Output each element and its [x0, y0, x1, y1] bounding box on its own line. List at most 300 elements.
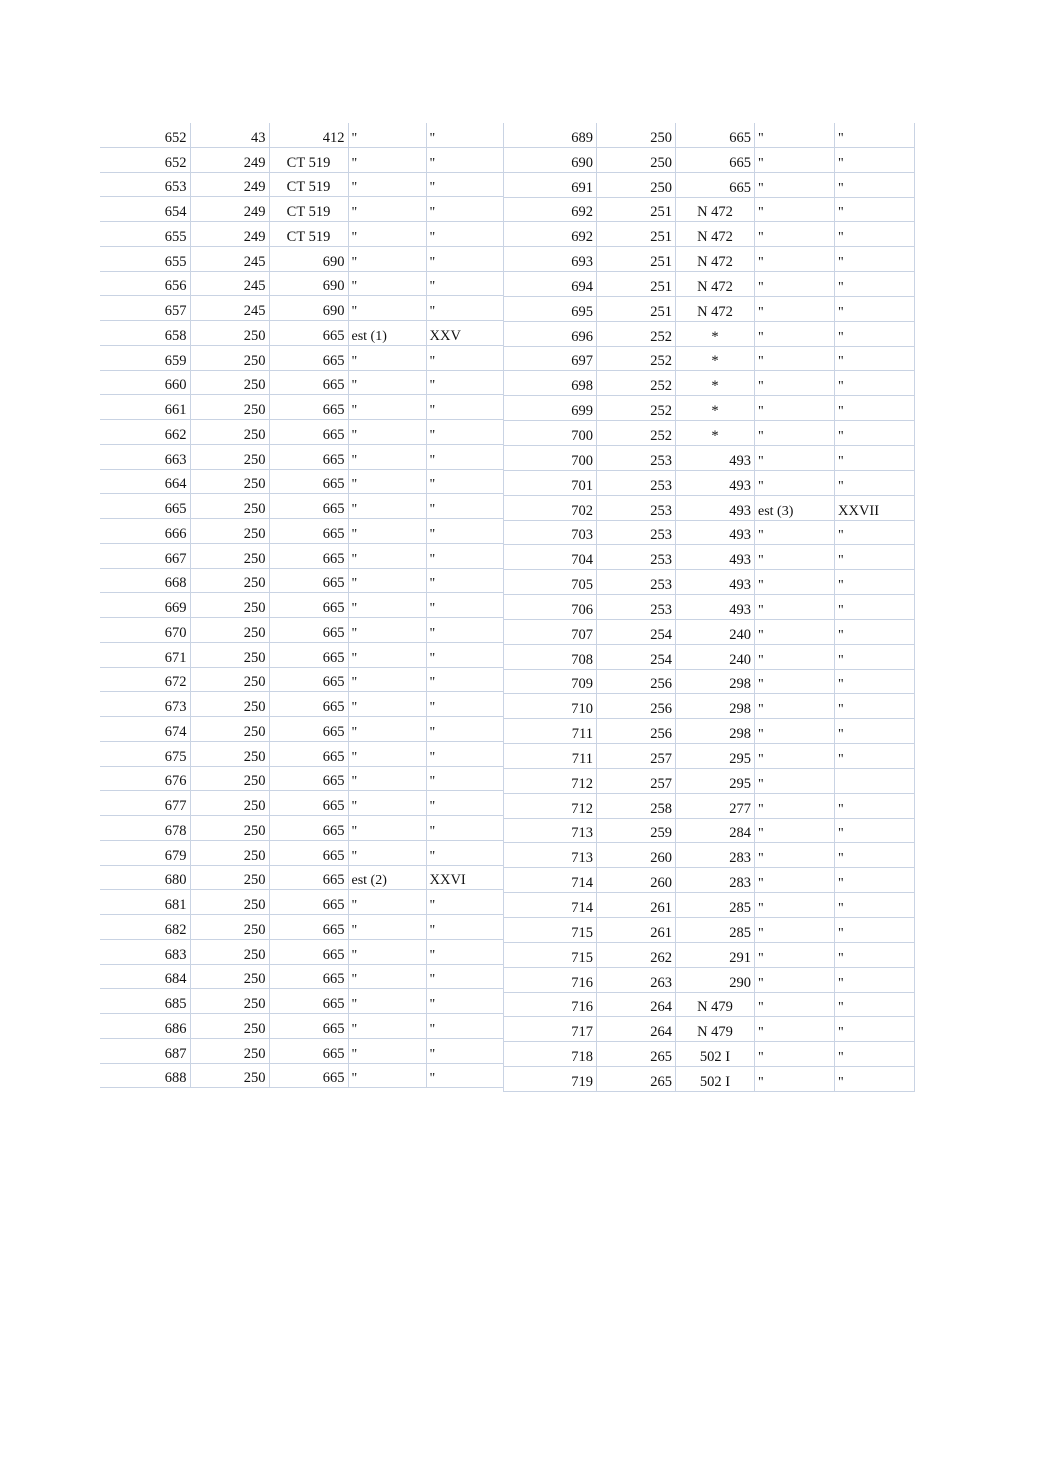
volume-cell: XXV — [426, 321, 503, 346]
note-cell: " — [755, 843, 835, 868]
reference-cell: 665 — [269, 840, 348, 865]
reference-cell: N 472 — [676, 272, 755, 297]
note-cell: " — [348, 147, 426, 172]
reference-cell: * — [676, 321, 755, 346]
note-cell: " — [755, 147, 835, 172]
volume-cell: " — [835, 719, 915, 744]
volume-cell: " — [426, 593, 503, 618]
note-cell: " — [348, 642, 426, 667]
volume-cell: XXVI — [426, 865, 503, 890]
table-row — [100, 543, 503, 568]
note-cell: " — [348, 593, 426, 618]
item-number-cell: 712 — [504, 768, 597, 793]
page-number-cell: 260 — [597, 843, 676, 868]
table-row — [504, 942, 915, 967]
note-cell: " — [755, 421, 835, 446]
reference-cell: N 472 — [676, 197, 755, 222]
item-number-cell: 657 — [100, 296, 190, 321]
volume-cell: " — [835, 445, 915, 470]
table-row — [504, 396, 915, 421]
reference-cell: 493 — [676, 520, 755, 545]
volume-cell: " — [426, 890, 503, 915]
table-row — [504, 893, 915, 918]
reference-cell: 665 — [269, 543, 348, 568]
volume-cell: " — [426, 197, 503, 222]
volume-cell: XXVII — [835, 495, 915, 520]
page-number-cell: 262 — [597, 942, 676, 967]
reference-cell: * — [676, 371, 755, 396]
page-number-cell: 250 — [190, 444, 269, 469]
reference-cell: 493 — [676, 445, 755, 470]
note-cell: " — [348, 444, 426, 469]
reference-cell: 493 — [676, 570, 755, 595]
page-number-cell: 252 — [597, 396, 676, 421]
item-number-cell: 692 — [504, 197, 597, 222]
table-row — [504, 992, 915, 1017]
page-number-cell: 257 — [597, 768, 676, 793]
reference-cell: 665 — [269, 667, 348, 692]
page-number-cell: 250 — [190, 791, 269, 816]
volume-cell: " — [426, 989, 503, 1014]
volume-cell: " — [835, 619, 915, 644]
page-number-cell: 250 — [190, 321, 269, 346]
reference-cell: 502 I — [676, 1067, 755, 1092]
item-number-cell: 687 — [100, 1038, 190, 1063]
volume-cell: " — [835, 918, 915, 943]
note-cell: " — [755, 346, 835, 371]
page-number-cell: 253 — [597, 470, 676, 495]
table-row — [504, 272, 915, 297]
page-number-cell: 251 — [597, 272, 676, 297]
volume-cell: " — [426, 246, 503, 271]
page-number-cell: 250 — [190, 642, 269, 667]
note-cell: " — [755, 296, 835, 321]
reference-cell: 665 — [269, 1014, 348, 1039]
page-number-cell: 251 — [597, 222, 676, 247]
page-number-cell: 250 — [190, 939, 269, 964]
table-row — [504, 545, 915, 570]
item-number-cell: 712 — [504, 793, 597, 818]
reference-cell: 665 — [269, 717, 348, 742]
page-number-cell: 250 — [190, 865, 269, 890]
page-number-cell: 250 — [597, 172, 676, 197]
note-cell: " — [755, 669, 835, 694]
item-number-cell: 656 — [100, 271, 190, 296]
note-cell: " — [348, 840, 426, 865]
note-cell: " — [348, 915, 426, 940]
page-number-cell: 250 — [190, 915, 269, 940]
page-number-cell: 258 — [597, 793, 676, 818]
page-number-cell: 250 — [190, 840, 269, 865]
table-row — [100, 246, 503, 271]
item-number-cell: 697 — [504, 346, 597, 371]
volume-cell: " — [835, 967, 915, 992]
volume-cell: " — [426, 370, 503, 395]
reference-cell: 665 — [269, 321, 348, 346]
page-number-cell: 253 — [597, 595, 676, 620]
reference-cell: 665 — [269, 766, 348, 791]
table-row — [100, 791, 503, 816]
note-cell: " — [348, 1014, 426, 1039]
reference-cell: 277 — [676, 793, 755, 818]
reference-cell: 665 — [269, 519, 348, 544]
reference-cell: N 479 — [676, 992, 755, 1017]
note-cell: " — [348, 519, 426, 544]
note-cell: " — [755, 942, 835, 967]
page-number-cell: 261 — [597, 893, 676, 918]
page-number-cell: 253 — [597, 495, 676, 520]
table-row — [504, 445, 915, 470]
volume-cell: " — [835, 570, 915, 595]
volume-cell: " — [835, 843, 915, 868]
table-row — [504, 123, 915, 147]
page-number-cell: 250 — [190, 1063, 269, 1088]
note-cell: " — [755, 247, 835, 272]
note-cell: " — [755, 595, 835, 620]
reference-cell: 665 — [269, 593, 348, 618]
page-number-cell: 256 — [597, 719, 676, 744]
item-number-cell: 662 — [100, 420, 190, 445]
item-number-cell: 696 — [504, 321, 597, 346]
volume-cell: " — [835, 893, 915, 918]
item-number-cell: 714 — [504, 868, 597, 893]
page-number-cell: 257 — [597, 744, 676, 769]
table-row — [504, 595, 915, 620]
item-number-cell: 708 — [504, 644, 597, 669]
item-number-cell: 676 — [100, 766, 190, 791]
reference-cell: CT 519 — [269, 222, 348, 247]
table-row — [100, 667, 503, 692]
page-number-cell: 252 — [597, 371, 676, 396]
item-number-cell: 675 — [100, 741, 190, 766]
page-number-cell: 249 — [190, 197, 269, 222]
table-row — [504, 669, 915, 694]
reference-cell: 295 — [676, 768, 755, 793]
table-row — [100, 568, 503, 593]
reference-cell: 665 — [269, 741, 348, 766]
table-row — [504, 744, 915, 769]
note-cell: " — [755, 1067, 835, 1092]
note-cell: " — [755, 520, 835, 545]
volume-cell: " — [835, 992, 915, 1017]
item-number-cell: 671 — [100, 642, 190, 667]
note-cell: " — [348, 791, 426, 816]
item-number-cell: 658 — [100, 321, 190, 346]
volume-cell: " — [835, 1042, 915, 1067]
volume-cell: " — [426, 915, 503, 940]
note-cell: " — [348, 667, 426, 692]
page-number-cell: 250 — [190, 741, 269, 766]
table-row — [504, 247, 915, 272]
page-number-cell: 250 — [190, 519, 269, 544]
reference-cell: 690 — [269, 271, 348, 296]
reference-cell: 665 — [269, 618, 348, 643]
reference-cell: 665 — [269, 494, 348, 519]
page-number-cell: 251 — [597, 197, 676, 222]
table-row — [100, 865, 503, 890]
note-cell: " — [755, 992, 835, 1017]
table-row — [504, 321, 915, 346]
item-number-cell: 690 — [504, 147, 597, 172]
volume-cell: " — [426, 816, 503, 841]
note-cell: " — [755, 371, 835, 396]
table-row — [100, 444, 503, 469]
reference-cell: 298 — [676, 694, 755, 719]
note-cell: " — [755, 197, 835, 222]
table-row — [100, 420, 503, 445]
table-row — [100, 1038, 503, 1063]
reference-cell: 493 — [676, 470, 755, 495]
page-number-cell: 250 — [190, 964, 269, 989]
page-number-cell: 250 — [190, 469, 269, 494]
table-row — [504, 1042, 915, 1067]
table-row — [504, 967, 915, 992]
note-cell: est (3) — [755, 495, 835, 520]
reference-cell: 493 — [676, 595, 755, 620]
volume-cell: " — [426, 543, 503, 568]
page-number-cell: 251 — [597, 296, 676, 321]
table-row — [100, 395, 503, 420]
volume-cell: " — [835, 669, 915, 694]
table-row — [504, 495, 915, 520]
reference-cell: 665 — [269, 865, 348, 890]
reference-cell: N 472 — [676, 296, 755, 321]
note-cell: " — [348, 494, 426, 519]
table-row — [504, 918, 915, 943]
item-number-cell: 691 — [504, 172, 597, 197]
page-number-cell: 250 — [190, 395, 269, 420]
reference-cell: 493 — [676, 545, 755, 570]
note-cell: " — [755, 719, 835, 744]
volume-cell: " — [835, 942, 915, 967]
item-number-cell: 700 — [504, 445, 597, 470]
reference-cell: 502 I — [676, 1042, 755, 1067]
volume-cell: " — [835, 147, 915, 172]
table-row — [504, 644, 915, 669]
note-cell: " — [348, 618, 426, 643]
volume-cell: " — [426, 395, 503, 420]
page-number-cell: 250 — [190, 494, 269, 519]
page-number-cell: 250 — [190, 593, 269, 618]
table-row — [504, 818, 915, 843]
page-number-cell: 265 — [597, 1067, 676, 1092]
table-row — [504, 768, 915, 793]
reference-cell: 493 — [676, 495, 755, 520]
reference-cell: 283 — [676, 868, 755, 893]
note-cell: " — [348, 568, 426, 593]
reference-cell: 240 — [676, 644, 755, 669]
right-table — [503, 123, 915, 1092]
item-number-cell: 653 — [100, 172, 190, 197]
table-row — [504, 470, 915, 495]
note-cell: " — [348, 271, 426, 296]
item-number-cell: 669 — [100, 593, 190, 618]
note-cell: " — [348, 939, 426, 964]
item-number-cell: 668 — [100, 568, 190, 593]
note-cell: " — [348, 890, 426, 915]
note-cell: " — [348, 766, 426, 791]
table-row — [100, 321, 503, 346]
table-row — [100, 766, 503, 791]
volume-cell: " — [426, 692, 503, 717]
note-cell: " — [348, 345, 426, 370]
note-cell: " — [755, 893, 835, 918]
volume-cell: " — [835, 321, 915, 346]
page-number-cell: 250 — [190, 568, 269, 593]
reference-cell: CT 519 — [269, 147, 348, 172]
table-row — [100, 296, 503, 321]
page-number-cell: 249 — [190, 222, 269, 247]
note-cell: " — [755, 744, 835, 769]
note-cell: est (2) — [348, 865, 426, 890]
table-row — [100, 642, 503, 667]
page-number-cell: 253 — [597, 570, 676, 595]
table-row — [100, 964, 503, 989]
item-number-cell: 713 — [504, 818, 597, 843]
reference-cell: 665 — [269, 568, 348, 593]
page-number-cell: 259 — [597, 818, 676, 843]
volume-cell: " — [835, 1067, 915, 1092]
note-cell: " — [755, 222, 835, 247]
volume-cell: " — [426, 123, 503, 147]
volume-cell: " — [426, 791, 503, 816]
page-number-cell: 264 — [597, 1017, 676, 1042]
page-number-cell: 261 — [597, 918, 676, 943]
table-row — [504, 421, 915, 446]
item-number-cell: 700 — [504, 421, 597, 446]
volume-cell: " — [426, 964, 503, 989]
page-number-cell: 250 — [190, 1014, 269, 1039]
note-cell: " — [348, 717, 426, 742]
volume-cell: " — [835, 421, 915, 446]
page-number-cell: 250 — [190, 667, 269, 692]
item-number-cell: 678 — [100, 816, 190, 841]
page-number-cell: 250 — [190, 345, 269, 370]
volume-cell: " — [426, 766, 503, 791]
reference-cell: 285 — [676, 918, 755, 943]
volume-cell: " — [426, 1014, 503, 1039]
volume-cell: " — [835, 172, 915, 197]
table-row — [504, 1067, 915, 1092]
volume-cell: " — [426, 494, 503, 519]
table-row — [504, 570, 915, 595]
page-number-cell: 254 — [597, 644, 676, 669]
item-number-cell: 666 — [100, 519, 190, 544]
note-cell: " — [348, 469, 426, 494]
page-number-cell: 250 — [190, 420, 269, 445]
item-number-cell: 692 — [504, 222, 597, 247]
reference-cell: 665 — [269, 642, 348, 667]
note-cell: " — [755, 396, 835, 421]
item-number-cell: 707 — [504, 619, 597, 644]
item-number-cell: 665 — [100, 494, 190, 519]
volume-cell: " — [426, 420, 503, 445]
item-number-cell: 655 — [100, 222, 190, 247]
item-number-cell: 706 — [504, 595, 597, 620]
reference-cell: 284 — [676, 818, 755, 843]
note-cell: est (1) — [348, 321, 426, 346]
item-number-cell: 672 — [100, 667, 190, 692]
item-number-cell: 670 — [100, 618, 190, 643]
volume-cell: " — [835, 520, 915, 545]
note-cell: " — [348, 123, 426, 147]
note-cell: " — [755, 545, 835, 570]
note-cell: " — [348, 246, 426, 271]
note-cell: " — [348, 222, 426, 247]
item-number-cell: 695 — [504, 296, 597, 321]
reference-cell: 295 — [676, 744, 755, 769]
page-number-cell: 256 — [597, 669, 676, 694]
table-row — [100, 840, 503, 865]
note-cell: " — [755, 868, 835, 893]
table-row — [100, 222, 503, 247]
reference-cell: CT 519 — [269, 197, 348, 222]
reference-cell: 665 — [676, 147, 755, 172]
page-number-cell: 252 — [597, 421, 676, 446]
table-row — [504, 296, 915, 321]
item-number-cell: 704 — [504, 545, 597, 570]
table-row — [100, 271, 503, 296]
table-row — [100, 494, 503, 519]
volume-cell: " — [426, 618, 503, 643]
note-cell: " — [348, 420, 426, 445]
item-number-cell: 710 — [504, 694, 597, 719]
volume-cell: " — [426, 717, 503, 742]
page-number-cell: 250 — [190, 816, 269, 841]
volume-cell: " — [426, 271, 503, 296]
note-cell: " — [755, 818, 835, 843]
reference-cell: 298 — [676, 669, 755, 694]
note-cell: " — [755, 694, 835, 719]
reference-cell: 665 — [676, 172, 755, 197]
volume-cell: " — [835, 644, 915, 669]
item-number-cell: 719 — [504, 1067, 597, 1092]
item-number-cell: 684 — [100, 964, 190, 989]
volume-cell: " — [426, 1038, 503, 1063]
reference-cell: 690 — [269, 296, 348, 321]
volume-cell: " — [835, 470, 915, 495]
item-number-cell: 715 — [504, 918, 597, 943]
note-cell: " — [348, 692, 426, 717]
item-number-cell: 702 — [504, 495, 597, 520]
reference-cell: 665 — [269, 1063, 348, 1088]
page-number-cell: 250 — [597, 147, 676, 172]
volume-cell: " — [426, 642, 503, 667]
reference-cell: * — [676, 396, 755, 421]
reference-cell: 665 — [269, 989, 348, 1014]
reference-cell: 665 — [269, 345, 348, 370]
table-row — [504, 520, 915, 545]
volume-cell: " — [426, 1063, 503, 1088]
item-number-cell: 709 — [504, 669, 597, 694]
reference-cell: N 472 — [676, 222, 755, 247]
item-number-cell: 711 — [504, 744, 597, 769]
item-number-cell: 664 — [100, 469, 190, 494]
item-number-cell: 716 — [504, 992, 597, 1017]
item-number-cell: 667 — [100, 543, 190, 568]
item-number-cell: 680 — [100, 865, 190, 890]
note-cell: " — [348, 296, 426, 321]
note-cell: " — [348, 964, 426, 989]
table-row — [504, 694, 915, 719]
item-number-cell: 701 — [504, 470, 597, 495]
page-number-cell: 252 — [597, 346, 676, 371]
table-row — [504, 147, 915, 172]
item-number-cell: 655 — [100, 246, 190, 271]
reference-cell: 665 — [269, 791, 348, 816]
volume-cell: " — [835, 222, 915, 247]
table-row — [100, 1063, 503, 1088]
